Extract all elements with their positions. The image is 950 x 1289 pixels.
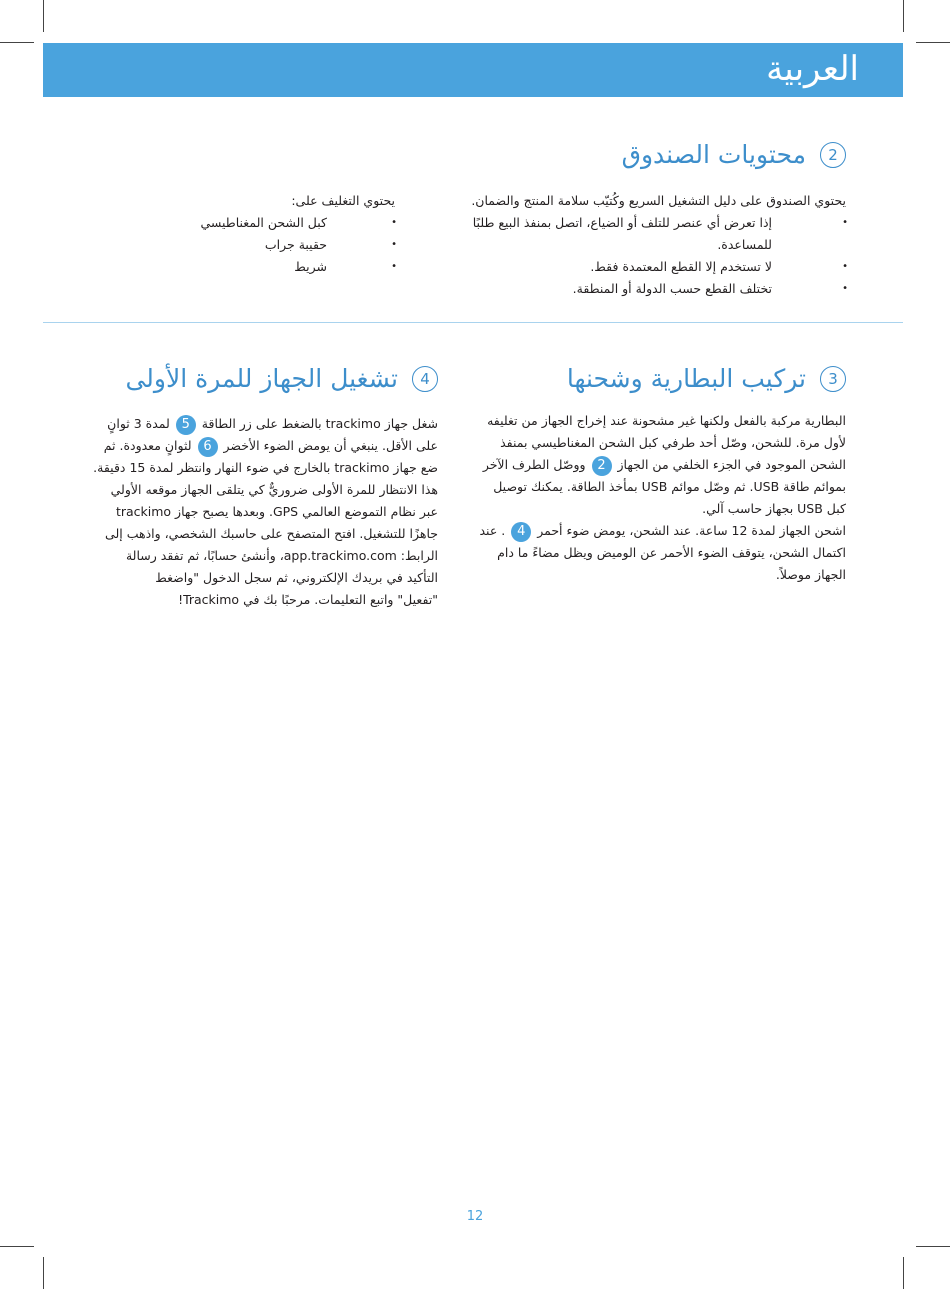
section-number-circle: 2 bbox=[820, 142, 846, 168]
section-number-circle: 3 bbox=[820, 366, 846, 392]
page-number: 12 bbox=[466, 1209, 484, 1224]
bullet-icon: • bbox=[842, 217, 848, 228]
crop-mark bbox=[0, 1246, 34, 1247]
crop-mark bbox=[43, 0, 44, 32]
box-contents-package bbox=[195, 190, 395, 278]
box-contents-main bbox=[426, 190, 846, 300]
bullet-icon: • bbox=[391, 239, 397, 250]
battery-paragraph-2: اشحن الجهاز لمدة 12 ساعة. عند الشحن، يومض ضوء أحمر 4 . عند اكتمال الشحن، يتوقف الضوء الأحمر عن الوميض ويظل مضاءً ما دام الجهاز موصلاً. bbox=[479, 523, 846, 582]
bullet-icon: • bbox=[391, 217, 397, 228]
list-item: • كبل الشحن المغناطيسي bbox=[195, 212, 395, 234]
section-battery-heading bbox=[567, 364, 846, 393]
crop-mark bbox=[903, 0, 904, 32]
header-band bbox=[43, 43, 903, 97]
indicator-badge: 6 bbox=[198, 437, 218, 457]
page-language-title: العربية bbox=[766, 49, 859, 89]
list-item: • إذا تعرض أي عنصر للتلف أو الضياع، اتصل بمنفذ البيع طلبًا للمساعدة. bbox=[426, 212, 846, 256]
indicator-badge: 4 bbox=[511, 522, 531, 542]
list-item: • حقيبة جراب bbox=[195, 234, 395, 256]
crop-mark bbox=[916, 42, 950, 43]
battery-body bbox=[471, 410, 846, 586]
package-heading: يحتوي التغليف على: bbox=[291, 193, 395, 208]
list-item: • تختلف القطع حسب الدولة أو المنطقة. bbox=[426, 278, 846, 300]
crop-mark bbox=[916, 1246, 950, 1247]
crop-mark bbox=[903, 1257, 904, 1289]
indicator-badge: 2 bbox=[592, 456, 612, 476]
bullet-icon: • bbox=[842, 283, 848, 294]
package-items bbox=[195, 212, 395, 278]
box-contents-intro: يحتوي الصندوق على دليل التشغيل السريع وكُتيّب سلامة المنتج والضمان. bbox=[471, 193, 846, 208]
box-contents-notes bbox=[426, 212, 846, 300]
first-use-body bbox=[93, 413, 438, 611]
first-use-closing: "تفعيل" واتبع التعليمات. مرحبًا بك في Trackimo! bbox=[178, 592, 438, 607]
crop-mark bbox=[43, 1257, 44, 1289]
bullet-icon: • bbox=[842, 261, 848, 272]
indicator-badge: 5 bbox=[176, 415, 196, 435]
list-item: • لا تستخدم إلا القطع المعتمدة فقط. bbox=[426, 256, 846, 278]
list-item: • شريط bbox=[195, 256, 395, 278]
bullet-icon: • bbox=[391, 261, 397, 272]
section-title: تشغيل الجهاز للمرة الأولى bbox=[125, 364, 398, 393]
section-title: تركيب البطارية وشحنها bbox=[566, 364, 806, 393]
battery-paragraph-1: البطارية مركبة بالفعل ولكنها غير مشحونة عند إخراج الجهاز من تغليفه لأول مرة. للشحن، وصّل أحد طرفي كبل الشحن المغناطيسي بمنفذ الشحن الموجود في الجزء الخلفي من الجهاز 2 ووصّل الطرف الآخر بموائم طاقة USB. ثم وصّل موائم USB بمأخذ الطاقة. يمكنك توصيل كبل USB بجهاز حاسب آلي. bbox=[482, 413, 846, 516]
section-box-contents-heading bbox=[622, 140, 846, 169]
first-use-paragraph: شغل جهاز trackimo بالضغط على زر الطاقة 5 لمدة 3 ثوانٍ على الأقل. ينبغي أن يومض الضوء الأخضر 6 لثوانٍ معدودة. ثم ضع جهاز trackimo بالخارج في ضوء النهار وانتظر لمدة 15 دقيقة. هذا الانتظار للمرة الأولى ضروريٌّ كي يتلقى الجهاز موقعه الأولي عبر نظام التموضع العالمي GPS. وبعدها يصبح جهاز trackimo جاهزًا للتشغيل. افتح المتصفح على حاسبك الشخصي، واذهب إلى الرابط: app.trackimo.com، وأنشئ حسابًا، ثم تفقد رسالة التأكيد في بريدك الإلكتروني، ثم سجل الدخول "واضغط bbox=[93, 416, 438, 585]
section-divider bbox=[43, 322, 903, 323]
section-first-use-heading bbox=[125, 364, 438, 393]
section-title: محتويات الصندوق bbox=[621, 140, 806, 169]
section-number-circle: 4 bbox=[412, 366, 438, 392]
crop-mark bbox=[0, 42, 34, 43]
